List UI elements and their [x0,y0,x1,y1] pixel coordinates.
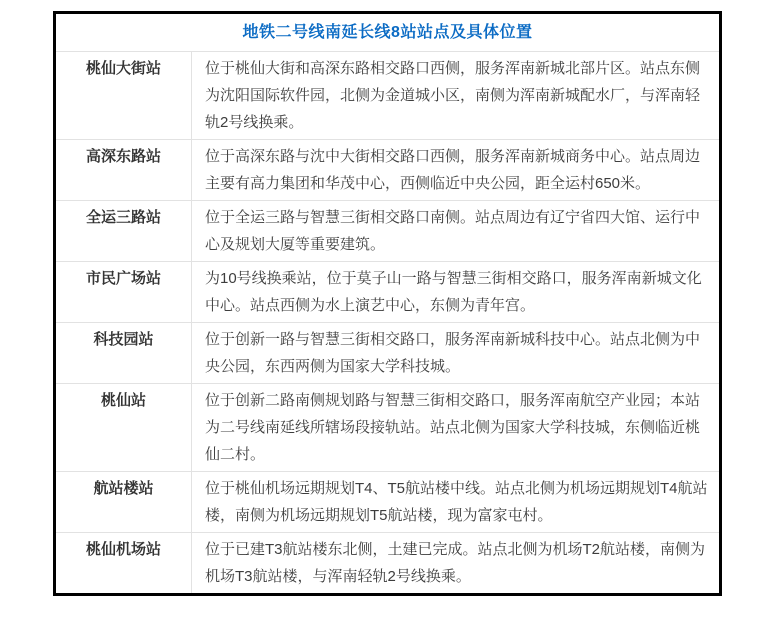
table-title: 地铁二号线南延长线8站站点及具体位置 [56,14,719,52]
station-name-cell: 桃仙机场站 [56,533,192,593]
station-name-cell: 市民广场站 [56,262,192,322]
station-name-cell: 桃仙站 [56,384,192,471]
station-description-cell: 为10号线换乘站，位于莫子山一路与智慧三街相交路口，服务浑南新城文化中心。站点西侧为水上演艺中心，东侧为青年宫。 [205,270,702,314]
table-row [56,472,719,533]
station-name-cell: 全运三路站 [56,201,192,261]
station-description-cell: 位于桃仙大街和高深东路相交路口西侧，服务浑南新城北部片区。站点东侧为沈阳国际软件园，北侧为金道城小区，南侧为浑南新城配水厂，与浑南轻轨2号线换乘。 [205,60,701,131]
table-row [56,533,719,593]
table-row [56,52,719,140]
table-body [56,52,719,593]
table-row [56,140,719,201]
station-description-cell: 位于创新一路与智慧三街相交路口，服务浑南新城科技中心。站点北侧为中央公园，东西两侧为国家大学科技城。 [205,331,701,375]
station-description-cell: 位于创新二路南侧规划路与智慧三街相交路口，服务浑南航空产业园；本站为二号线南延线所辖场段接轨站。站点北侧为国家大学科技城，东侧临近桃仙二村。 [205,392,701,463]
stations-table [53,11,722,596]
table-row [56,201,719,262]
table-row [56,384,719,472]
station-name-cell: 科技园站 [56,323,192,383]
station-description-cell: 位于全运三路与智慧三街相交路口南侧。站点周边有辽宁省四大馆、运行中心及规划大厦等重要建筑。 [205,209,701,253]
station-name-cell: 桃仙大街站 [56,52,192,139]
table-row [56,323,719,384]
station-name-cell: 高深东路站 [56,140,192,200]
station-description-cell: 位于高深东路与沈中大街相交路口西侧，服务浑南新城商务中心。站点周边主要有高力集团和华茂中心，西侧临近中央公园，距全运村650米。 [205,148,701,192]
station-description-cell: 位于桃仙机场远期规划T4、T5航站楼中线。站点北侧为机场远期规划T4航站楼，南侧为机场远期规划T5航站楼，现为富家屯村。 [205,480,708,524]
table-row [56,262,719,323]
station-name-cell: 航站楼站 [56,472,192,532]
station-description-cell: 位于已建T3航站楼东北侧，土建已完成。站点北侧为机场T2航站楼，南侧为机场T3航站楼，与浑南轻轨2号线换乘。 [205,541,706,585]
